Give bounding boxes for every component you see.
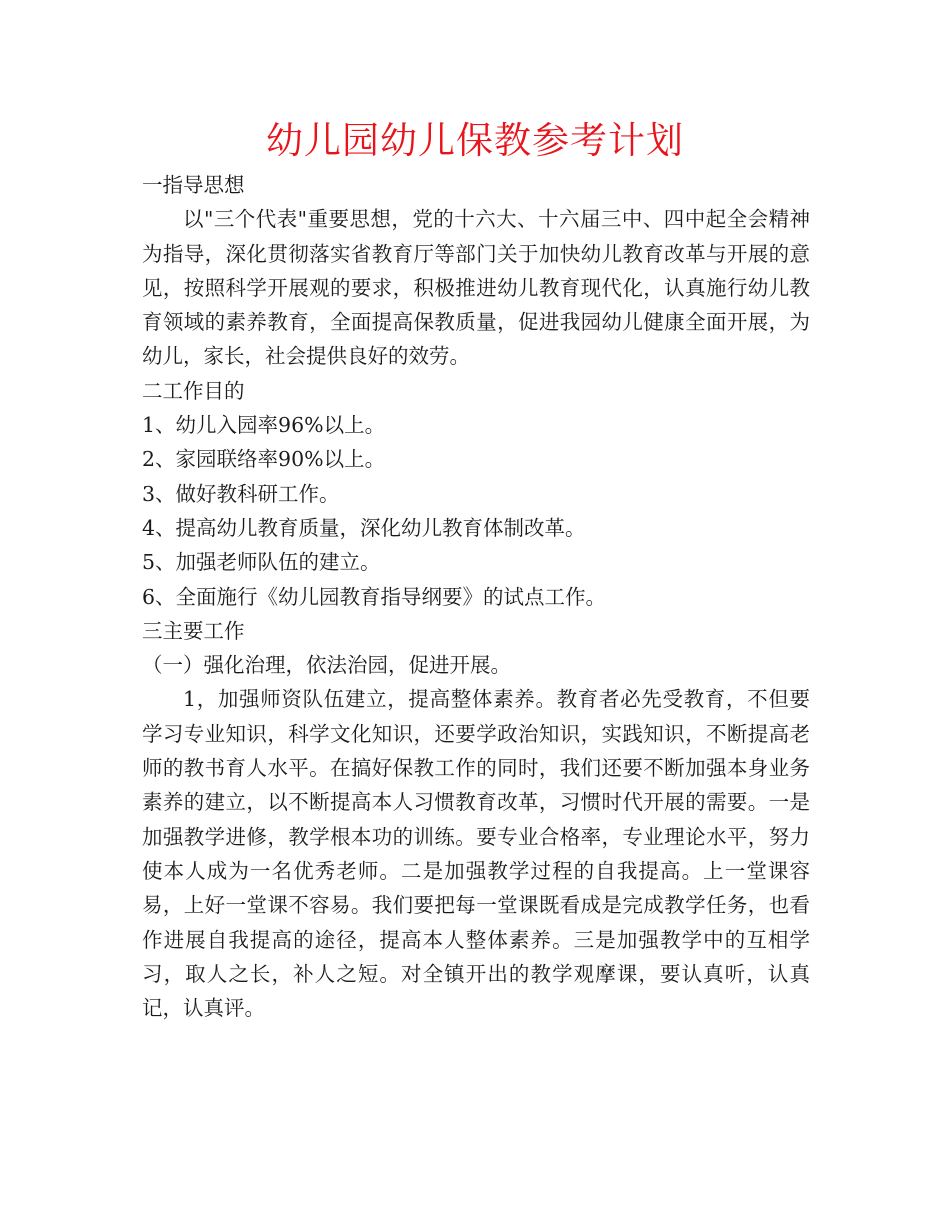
- goal-item-5: 5、加强老师队伍的建立。: [142, 550, 381, 575]
- section-heading-main-work: 三主要工作: [142, 618, 245, 643]
- document-body: [142, 168, 810, 1025]
- section-heading-guiding-ideology: 一指导思想: [142, 173, 245, 197]
- goal-item-1: 1、幼儿入园率96%以上。: [142, 413, 386, 438]
- goal-item-2: 2、家园联络率90%以上。: [142, 447, 386, 472]
- document-title: 幼儿园幼儿保教参考计划: [266, 119, 684, 162]
- section-heading-work-goals: 二工作目的: [142, 378, 245, 403]
- goal-item-6: 6、全面施行《幼儿园教育指导纲要》的试点工作。: [142, 584, 607, 609]
- teacher-training-paragraph: 1，加强师资队伍建立，提高整体素养。教育者必先受教育，不但要学习专业知识，科学文化知识，还要学政治知识，实践知识，不断提高老师的教书育人水平。在搞好保教工作的同时，我们还要不断加强本身业务素养的建立，以不断提高本人习惯教育改革，习惯时代开展的需要。一是加强教学进修，教学根本功的训练。要专业合格率，专业理论水平，努力使本人成为一名优秀老师。二是加强教学过程的自我提高。上一堂课容易，上好一堂课不容易。我们要把每一堂课既看成是完成教学任务，也看作进展自我提高的途径，提高本人整体素养。三是加强教学中的互相学习，取人之长，补人之短。对全镇开出的教学观摩课，要认真听，认真记，认真评。: [142, 687, 810, 1021]
- goal-item-3: 3、做好教科研工作。: [142, 481, 340, 506]
- subsection-heading-1: （一）强化治理，依法治园，促进开展。: [142, 653, 511, 678]
- goal-item-4: 4、提高幼儿教育质量，深化幼儿教育体制改革。: [142, 515, 586, 540]
- guiding-ideology-paragraph: 以"三个代表"重要思想，党的十六大、十六届三中、四中起全会精神为指导，深化贯彻落实省教育厅等部门关于加快幼儿教育改革与开展的意见，按照科学开展观的要求，积极推进幼儿教育现代化，认真施行幼儿教育领域的素养教育，全面提高保教质量，促进我园幼儿健康全面开展，为幼儿，家长，社会提供良好的效劳。: [142, 207, 810, 369]
